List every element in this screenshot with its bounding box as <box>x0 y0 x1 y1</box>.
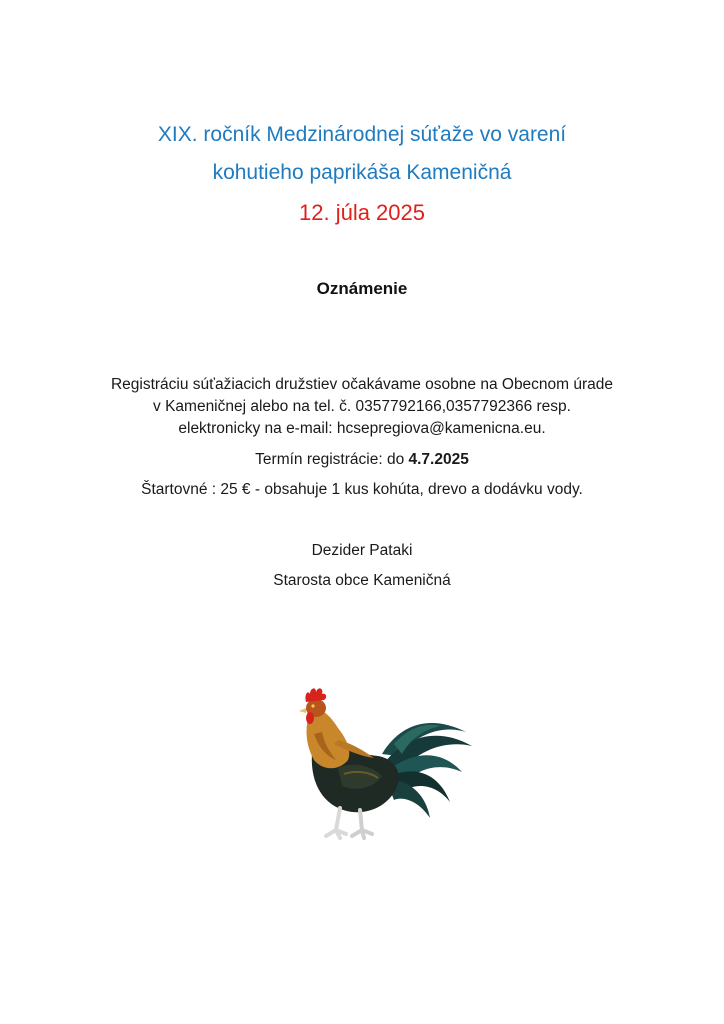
deadline-line <box>0 451 724 469</box>
fee-line <box>0 481 724 499</box>
registration-line-2: v Kameničnej alebo na tel. č. 0357792166,0357792366 resp. <box>153 398 571 415</box>
notice-heading: Oznámenie <box>316 279 408 298</box>
title-line-1: XIX. ročník Medzinárodnej súťaže vo varení <box>157 123 567 146</box>
deadline-label: Termín registrácie: do <box>255 451 409 468</box>
rooster-legs <box>326 808 372 838</box>
registration-line-3: elektronicky na e-mail: hcsepregiova@kamenicna.eu. <box>178 420 546 437</box>
signature-name: Dezider Pataki <box>311 542 413 559</box>
event-date: 12. júla 2025 <box>299 200 425 225</box>
deadline-date: 4.7.2025 <box>408 451 469 468</box>
registration-line-1: Registráciu súťažiacich družstiev očakávame osobne na Obecnom úrade <box>110 376 614 393</box>
title-line-2: kohutieho paprikáša Kameničná <box>212 161 512 184</box>
fee-details: obsahuje 1 kus kohúta, drevo a dodávku vody. <box>264 481 583 498</box>
rooster-comb <box>305 688 326 702</box>
fee-label: Štartovné : 25 € - <box>141 481 265 498</box>
signature-role: Starosta obce Kameničná <box>273 572 451 589</box>
rooster-image <box>290 684 474 840</box>
